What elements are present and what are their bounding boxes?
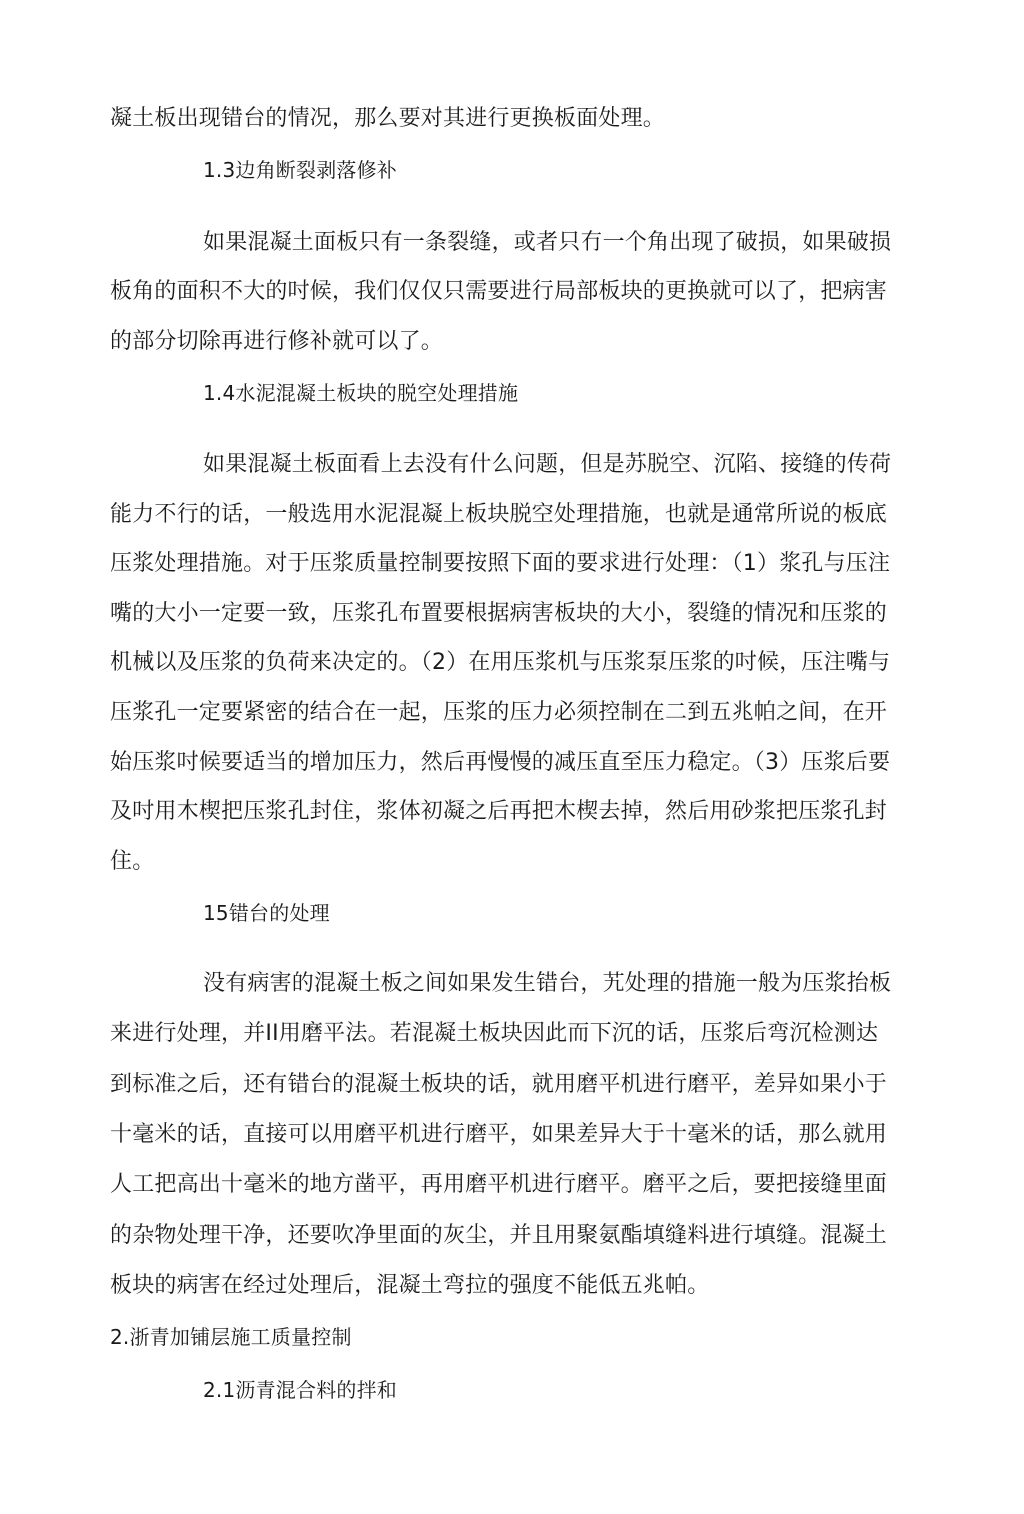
body-text-line: 如果混凝土板面看上去没有什么问题，但是苏脱空、沉陷、接缝的传荷 [203, 452, 892, 477]
section-heading-1-5: 15错台的处理 [203, 901, 330, 925]
body-text-line: 如果混凝土面板只有一条裂缝，或者只冇一个角出现了破损，如果破损 [203, 230, 892, 255]
body-text-line: 人工把高出十毫米的地方凿平，再用磨平机进行磨平。磨平之后，要把接缝里面 [110, 1172, 888, 1197]
body-text-line: 压浆处理措施。对于压浆质量控制要按照下面的要求进行处理：（1）浆孔与压注 [110, 551, 891, 576]
body-text-line: 板块的病害在经过处理后，混凝土弯拉的强度不能低五兆帕。 [110, 1273, 710, 1298]
body-text-line: 到标准之后，还有错台的混凝土板块的话，就用磨平机进行磨平，差异如果小于 [110, 1072, 888, 1097]
body-text-line: 十毫米的话，直接可以用磨平机进行磨平，如果差异大于十毫米的话，那么就用 [110, 1122, 888, 1147]
body-text-line: 凝土板出现错台的情况，那么要对其进行更换板面处理。 [110, 106, 666, 131]
body-text-line: 始压浆吋候要适当的增加压力，然后再慢慢的减压直至压力稳定。（3）压浆后要 [110, 750, 891, 775]
body-text-line: 来进行处理，并II用磨平法。若混凝土板块因此而下沉的话，压浆后弯沉检测达 [110, 1021, 879, 1046]
section-heading-2: 2.浙青加铺层施工质量控制 [110, 1325, 352, 1349]
section-heading-1-4: 1.4水泥混凝土板块的脱空处理措施 [203, 381, 519, 405]
body-text-line: 的杂物处理干净，还要吹净里面的灰尘，并且用聚氨酯填缝料进行填缝。混凝土 [110, 1223, 888, 1248]
body-text-line: 压浆孔一定要紧密的结合在一起，压浆的压力必须控制在二到五兆帕之间，在开 [110, 700, 888, 725]
body-text-line: 没有病害的混凝土板之间如果发生错台，艽处理的措施一般为压浆抬板 [203, 971, 892, 996]
body-text-line: 机械以及压浆的负荷来决定的。（2）在用压浆机与压浆泵压浆的吋候，压注嘴与 [110, 650, 891, 675]
body-text-line: 住。 [110, 849, 155, 874]
section-heading-1-3: 1.3边角断裂剥落修补 [203, 158, 398, 182]
body-text-line: 能力不行的话，一般选用水泥混凝上板块脱空处理措施，也就是通常所说的板底 [110, 502, 888, 527]
body-text-line: 板角的面积不大的吋候，我们仅仅只需要进行局部板块的更换就可以了，把病害 [110, 279, 888, 304]
body-text-line: 及吋用木楔把压浆孔封住，浆体初凝之后再把木楔去掉，然后用砂浆把压浆孔封 [110, 799, 888, 824]
body-text-line: 的部分切除再进行修补就可以了。 [110, 329, 444, 354]
body-text-line: 嘴的大小一定要一致，压浆孔布置要根据病害板块的大小，裂缝的情况和压浆的 [110, 601, 888, 626]
section-heading-2-1: 2.1沥青混合料的拌和 [203, 1378, 398, 1402]
